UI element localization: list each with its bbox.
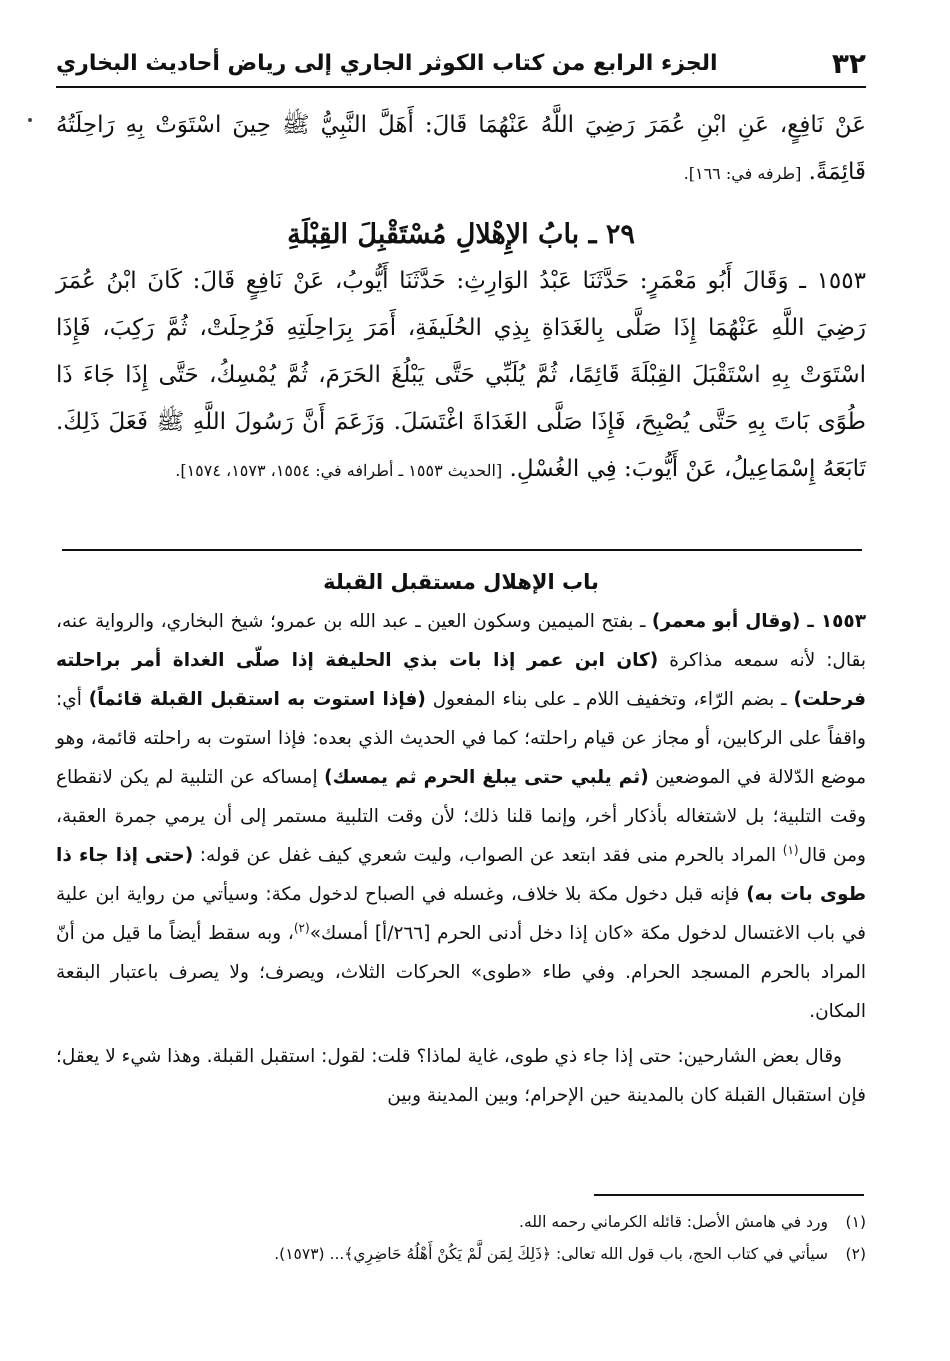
footnote: [56, 1238, 866, 1270]
quoted-phrase: (ثم يلبي حتى يبلغ الحرم ثم يمسك): [324, 767, 649, 788]
footnote-rule: [594, 1194, 864, 1196]
hadith-1553-body: ١٥٥٣ ـ وَقَالَ أَبُو مَعْمَرٍ: حَدَّثَنَا عَبْدُ الوَارِثِ: حَدَّثَنَا أَيُّوبُ، عَنْ نَافِعٍ قَالَ: كَانَ ابْنُ عُمَرَ رَضِيَ اللَّهِ عَنْهُمَا إِذَا صَلَّى بِالغَدَاةِ بِذِي الحُلَيفَةِ، أَمَرَ بِرَاحِلَتِهِ فَرُحِلَتْ، ثُمَّ رَكِبَ، فَإِذَا اسْتَوَتْ بِهِ اسْتَقْبَلَ القِبْلَةَ قَائِمًا، ثُمَّ يُلَبِّي حَتَّى يَبْلُغَ الحَرَمَ، ثُمَّ يُمْسِكُ، حَتَّى إِذَا جَاءَ ذَا طُوًى بَاتَ بِهِ حَتَّى يُصْبِحَ، فَإِذَا صَلَّى الغَدَاةَ اغْتَسَلَ. وَزَعَمَ أَنَّ رَسُولَ اللَّهِ ﷺ فَعَلَ ذَلِكَ. تَابَعَهُ إِسْمَاعِيلُ، عَنْ أَيُّوبَ: فِي الغُسْلِ.: [56, 268, 866, 482]
commentary-text: ـ بضم الرّاء، وتخفيف اللام ـ على بناء المفعول: [425, 689, 794, 710]
running-header: [56, 40, 866, 88]
footnote-ref: (٢): [293, 920, 310, 935]
hadith-1553-text: [56, 258, 866, 494]
commentary-paragraph-1: [56, 602, 866, 1031]
page-number: ٣٢: [831, 46, 866, 80]
commentary-text: ـ بفتح الميمين وسكون العين ـ عبد الله بن عمرو؛ شيخ البخاري، والرواية عنه، بقال: لأنه سمعه مذاكرة: [56, 611, 867, 671]
quoted-phrase: (فإذا استوت به استقبل القبلة قائماً): [88, 689, 426, 710]
footnote: [56, 1206, 866, 1238]
quoted-phrase: ١٥٥٣ ـ (وقال أبو معمر): [651, 611, 866, 632]
commentary-text: المراد بالحرم منى فقد ابتعد عن الصواب، وليت شعري كيف غفل عن قوله:: [193, 845, 783, 866]
footnote-ref: (١): [782, 842, 799, 857]
footnote-number: (١): [845, 1213, 866, 1231]
commentary-section: [56, 570, 866, 1115]
commentary-paragraph-2: وقال بعض الشارحين: حتى إذا جاء ذي طوى، غاية لماذا؟ قلت: لقول: استقبل القبلة. وهذا شيء لا يعقل؛ فإن استقبال القبلة كان بالمدينة حين الإحرام؛ وبين المدينة وبين: [56, 1046, 866, 1106]
chapter-heading: ٢٩ ـ بابُ الإِهْلالِ مُسْتَقْبِلَ القِبْلَةِ: [287, 219, 635, 250]
commentary-text: ، وبه سقط أيضاً ما قيل من أنّ المراد بالحرم المسجد الحرام. وفي طاء «طوى» الحركات الثلاث، ويصرف؛ ولا يصرف باعتبار البقعة المكان.: [56, 923, 866, 1022]
margin-dot: [28, 118, 32, 122]
commentary-text: أي: واقفاً على الركابين، أو مجاز عن قيام راحلته؛ كما في الحديث الذي بعده: فإذا استوت به راحلته قائمة، وهو موضع الدّلالة في الموضعين: [56, 689, 866, 788]
footnotes: [56, 1206, 866, 1270]
commentary-heading: باب الإهلال مستقبل القبلة: [323, 570, 599, 594]
hadith-1553-tarf: [الحديث ١٥٥٣ ـ أطرافه في: ١٥٥٤، ١٥٧٣، ١٥٧٤].: [175, 461, 503, 480]
footnote-number: (٢): [845, 1245, 866, 1263]
commentary-text: فإنه قبل دخول مكة بلا خلاف، وغسله في الصباح لدخول مكة: وسيأتي من رواية ابن علية في باب الاغتسال لدخول مكة «كان إذا دخل أدنى الحرم [٢٦٦/أ] أمسك»: [56, 884, 867, 944]
quoted-phrase: (حتى إذا جاء ذا طوى بات به): [56, 845, 867, 905]
hadith-prev-text: [56, 102, 866, 197]
footnote-text: ورد في هامش الأصل: قائله الكرماني رحمه الله.: [519, 1213, 828, 1231]
footnote-text: سيأتي في كتاب الحج، باب قول الله تعالى: ﴿ذَلِكَ لِمَن لَّمْ يَكُنْ أَهْلُهُ حَاضِرِي﴾... (١٥٧٣).: [274, 1245, 828, 1263]
hadith-section: [56, 102, 866, 494]
commentary-text: إمساكه عن التلبية لم يكن لانقطاع وقت التلبية؛ بل لاشتغاله بأذكار أخر، وإنما قلنا ذلك؛ لأن وقت التلبية مستمر إلى أن يرمي جمرة العقبة، ومن قال: [56, 767, 866, 866]
quoted-phrase: (كان ابن عمر إذا بات بذي الحليفة إذا صلّى الغداة أمر براحلته فرحلت): [56, 650, 867, 710]
book-title: الجزء الرابع من كتاب الكوثر الجاري إلى رياض أحاديث البخاري: [56, 50, 718, 76]
hadith-prev-tarf: [طرفه في: ١٦٦].: [683, 164, 802, 183]
hadith-prev-body: عَنْ نَافِعٍ، عَنِ ابْنِ عُمَرَ رَضِيَ اللَّهُ عَنْهُمَا قَالَ: أَهَلَّ النَّبِيُّ ﷺ حِينَ اسْتَوَتْ بِهِ رَاحِلَتُهُ قَائِمَةً.: [56, 112, 866, 185]
section-divider: [62, 549, 862, 551]
